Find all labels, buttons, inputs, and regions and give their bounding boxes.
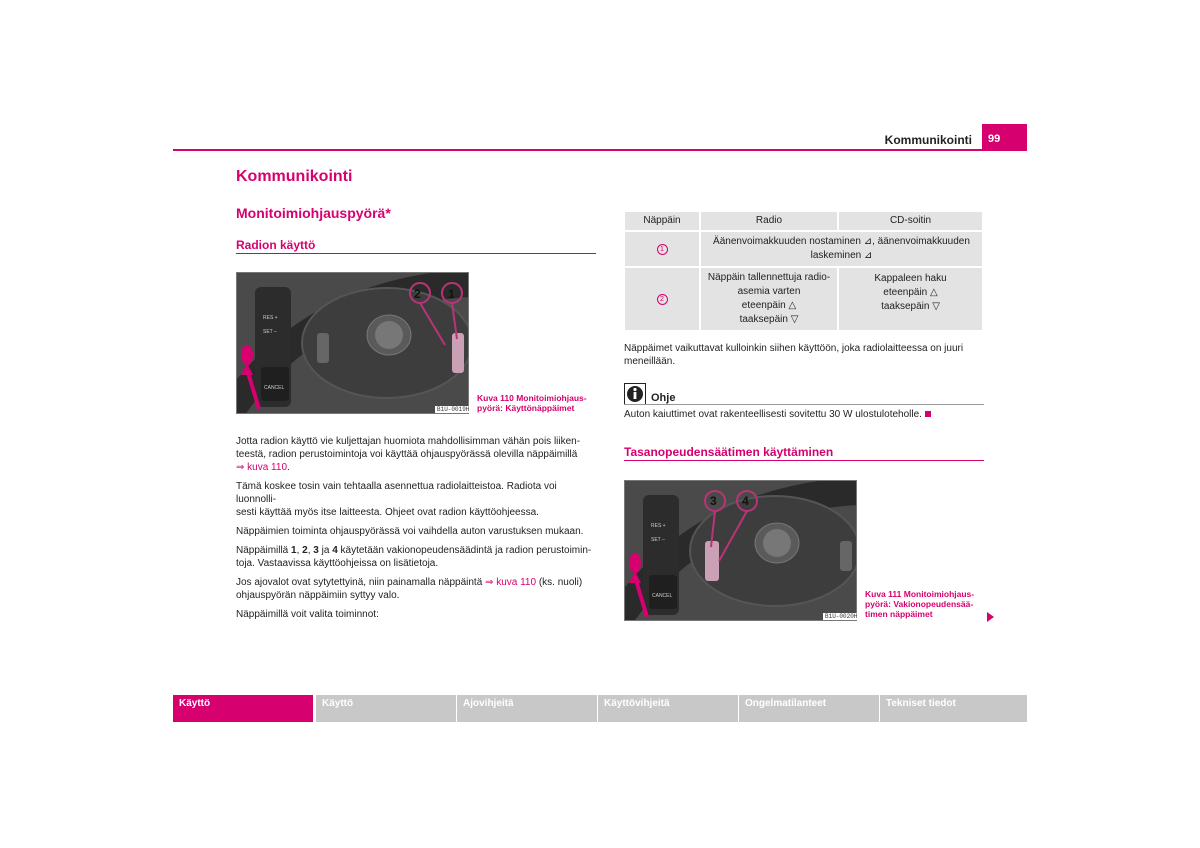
set-button-label: SET – [651, 537, 665, 543]
callout-3-label: 3 [710, 494, 717, 508]
footer-tab-ajovihjeita[interactable]: Ajovihjeitä [457, 695, 597, 722]
info-note-icon [624, 383, 646, 405]
figure-110-caption: Kuva 110 Monitoimiohjaus- pyörä: Käyttönäppäimet [477, 393, 587, 413]
header-rule [173, 149, 1027, 151]
figure-110-code: B1U-0019H [437, 406, 470, 413]
table-cell-radio: Näppäin tallennettuja radio- asemia varten eteenpäin △ taaksepäin ▽ [700, 267, 838, 331]
table-cell-cd: Kappaleen haku eteenpäin △ taaksepäin ▽ [838, 267, 983, 331]
table-cell-merged: Äänenvoimakkuuden nostaminen ⊿, äänenvoimakkuuden laskeminen ⊿ [700, 231, 983, 267]
chapter-title: Kommunikointi [236, 168, 353, 185]
footer-tab-kaytto-active[interactable]: Käyttö [173, 695, 313, 722]
note-rule [624, 404, 984, 405]
end-of-section-marker [925, 411, 931, 417]
table-row [624, 267, 983, 331]
note-title: Ohje [651, 392, 676, 404]
table-row [624, 231, 983, 267]
footer-tab-kaytto[interactable]: Käyttö [316, 695, 456, 722]
table-header: Radio [700, 211, 838, 231]
footer-tab-kayttovihjeita[interactable]: Käyttövihjeitä [598, 695, 738, 722]
cancel-button-label: CANCEL [264, 385, 285, 391]
continue-arrow-icon [987, 612, 994, 622]
key-number-badge: 1 [657, 244, 668, 255]
figure-110-link-2[interactable]: ⇒ kuva 110 [485, 577, 537, 588]
table-header-row [624, 211, 983, 231]
cruise-section-rule [624, 460, 984, 461]
button-function-table [623, 210, 984, 332]
cruise-section-title: Tasanopeudensäätimen käyttäminen [624, 445, 834, 459]
right-body-text: Näppäimet vaikuttavat kulloinkin siihen käyttöön, joka radiolaitteessa on juuri meneillään. [624, 343, 964, 367]
page-number: 99 [982, 124, 1027, 149]
table-header: Näppäin [624, 211, 700, 231]
res-button-label: RES + [651, 523, 666, 529]
note-text: Auton kaiuttimet ovat rakenteellisesti sovitettu 30 W ulostuloteholle. [624, 408, 986, 421]
set-button-label: SET – [263, 329, 277, 335]
figure-111-code: B1U-0020H [825, 613, 858, 620]
table-cell-key [624, 267, 700, 331]
table-header: CD-soitin [838, 211, 983, 231]
key-number-badge: 2 [657, 294, 668, 305]
footer-tab-ongelmatilanteet[interactable]: Ongelmatilanteet [739, 695, 879, 722]
section-title: Monitoimiohjauspyörä* [236, 205, 391, 221]
left-body-text: Jotta radion käyttö vie kuljettajan huomiota mahdollisimman vähän pois liiken- teestä, radion perustoimintoja voi käyttää ohjauspyörässä olevilla näppäimillä ⇒ kuva 110. Tämä koskee tosin vain tehtaalla asennettua radiolaitteistoa. Radiota voi luonnolli- sesti käyttää myös itse laitteesta. Ohjeet ovat radion käyttöohjeessa. Näppäimien toiminta ohjauspyörässä voi vaihdella auton varustuksen mukaan. Näppäimillä 1, 2, 3 ja 4 käytetään vakionopeudensäädintä ja radion perustoimin- toja. Vastaavissa käyttöohjeissa on lisätietoja. Jos ajovalot ovat sytytettyinä, niin painamalla näppäintä ⇒ kuva 110 (ks. nuoli) ohjauspyörän näppäimiin syttyy valo. Näppäimillä voit valita toiminnot: [236, 436, 592, 620]
radio-section-title: Radion käyttö [236, 238, 316, 252]
figure-111-caption: Kuva 111 Monitoimiohjaus- pyörä: Vakionopeudensää- timen näppäimet [865, 589, 975, 619]
footer-tab-tekniset-tiedot[interactable]: Tekniset tiedot [880, 695, 1027, 722]
callout-1-label: 1 [448, 287, 455, 301]
cancel-button-label: CANCEL [652, 593, 673, 599]
running-header-title: Kommunikointi [884, 133, 972, 147]
radio-section-rule [236, 253, 596, 254]
figure-110-steering-wheel [236, 272, 469, 414]
table-cell-key [624, 231, 700, 267]
figure-110-link[interactable]: ⇒ kuva 110 [236, 462, 288, 473]
callout-4-label: 4 [742, 494, 749, 508]
res-button-label: RES + [263, 315, 278, 321]
figure-111-steering-wheel [624, 480, 857, 621]
callout-2-label: 2 [414, 287, 421, 301]
